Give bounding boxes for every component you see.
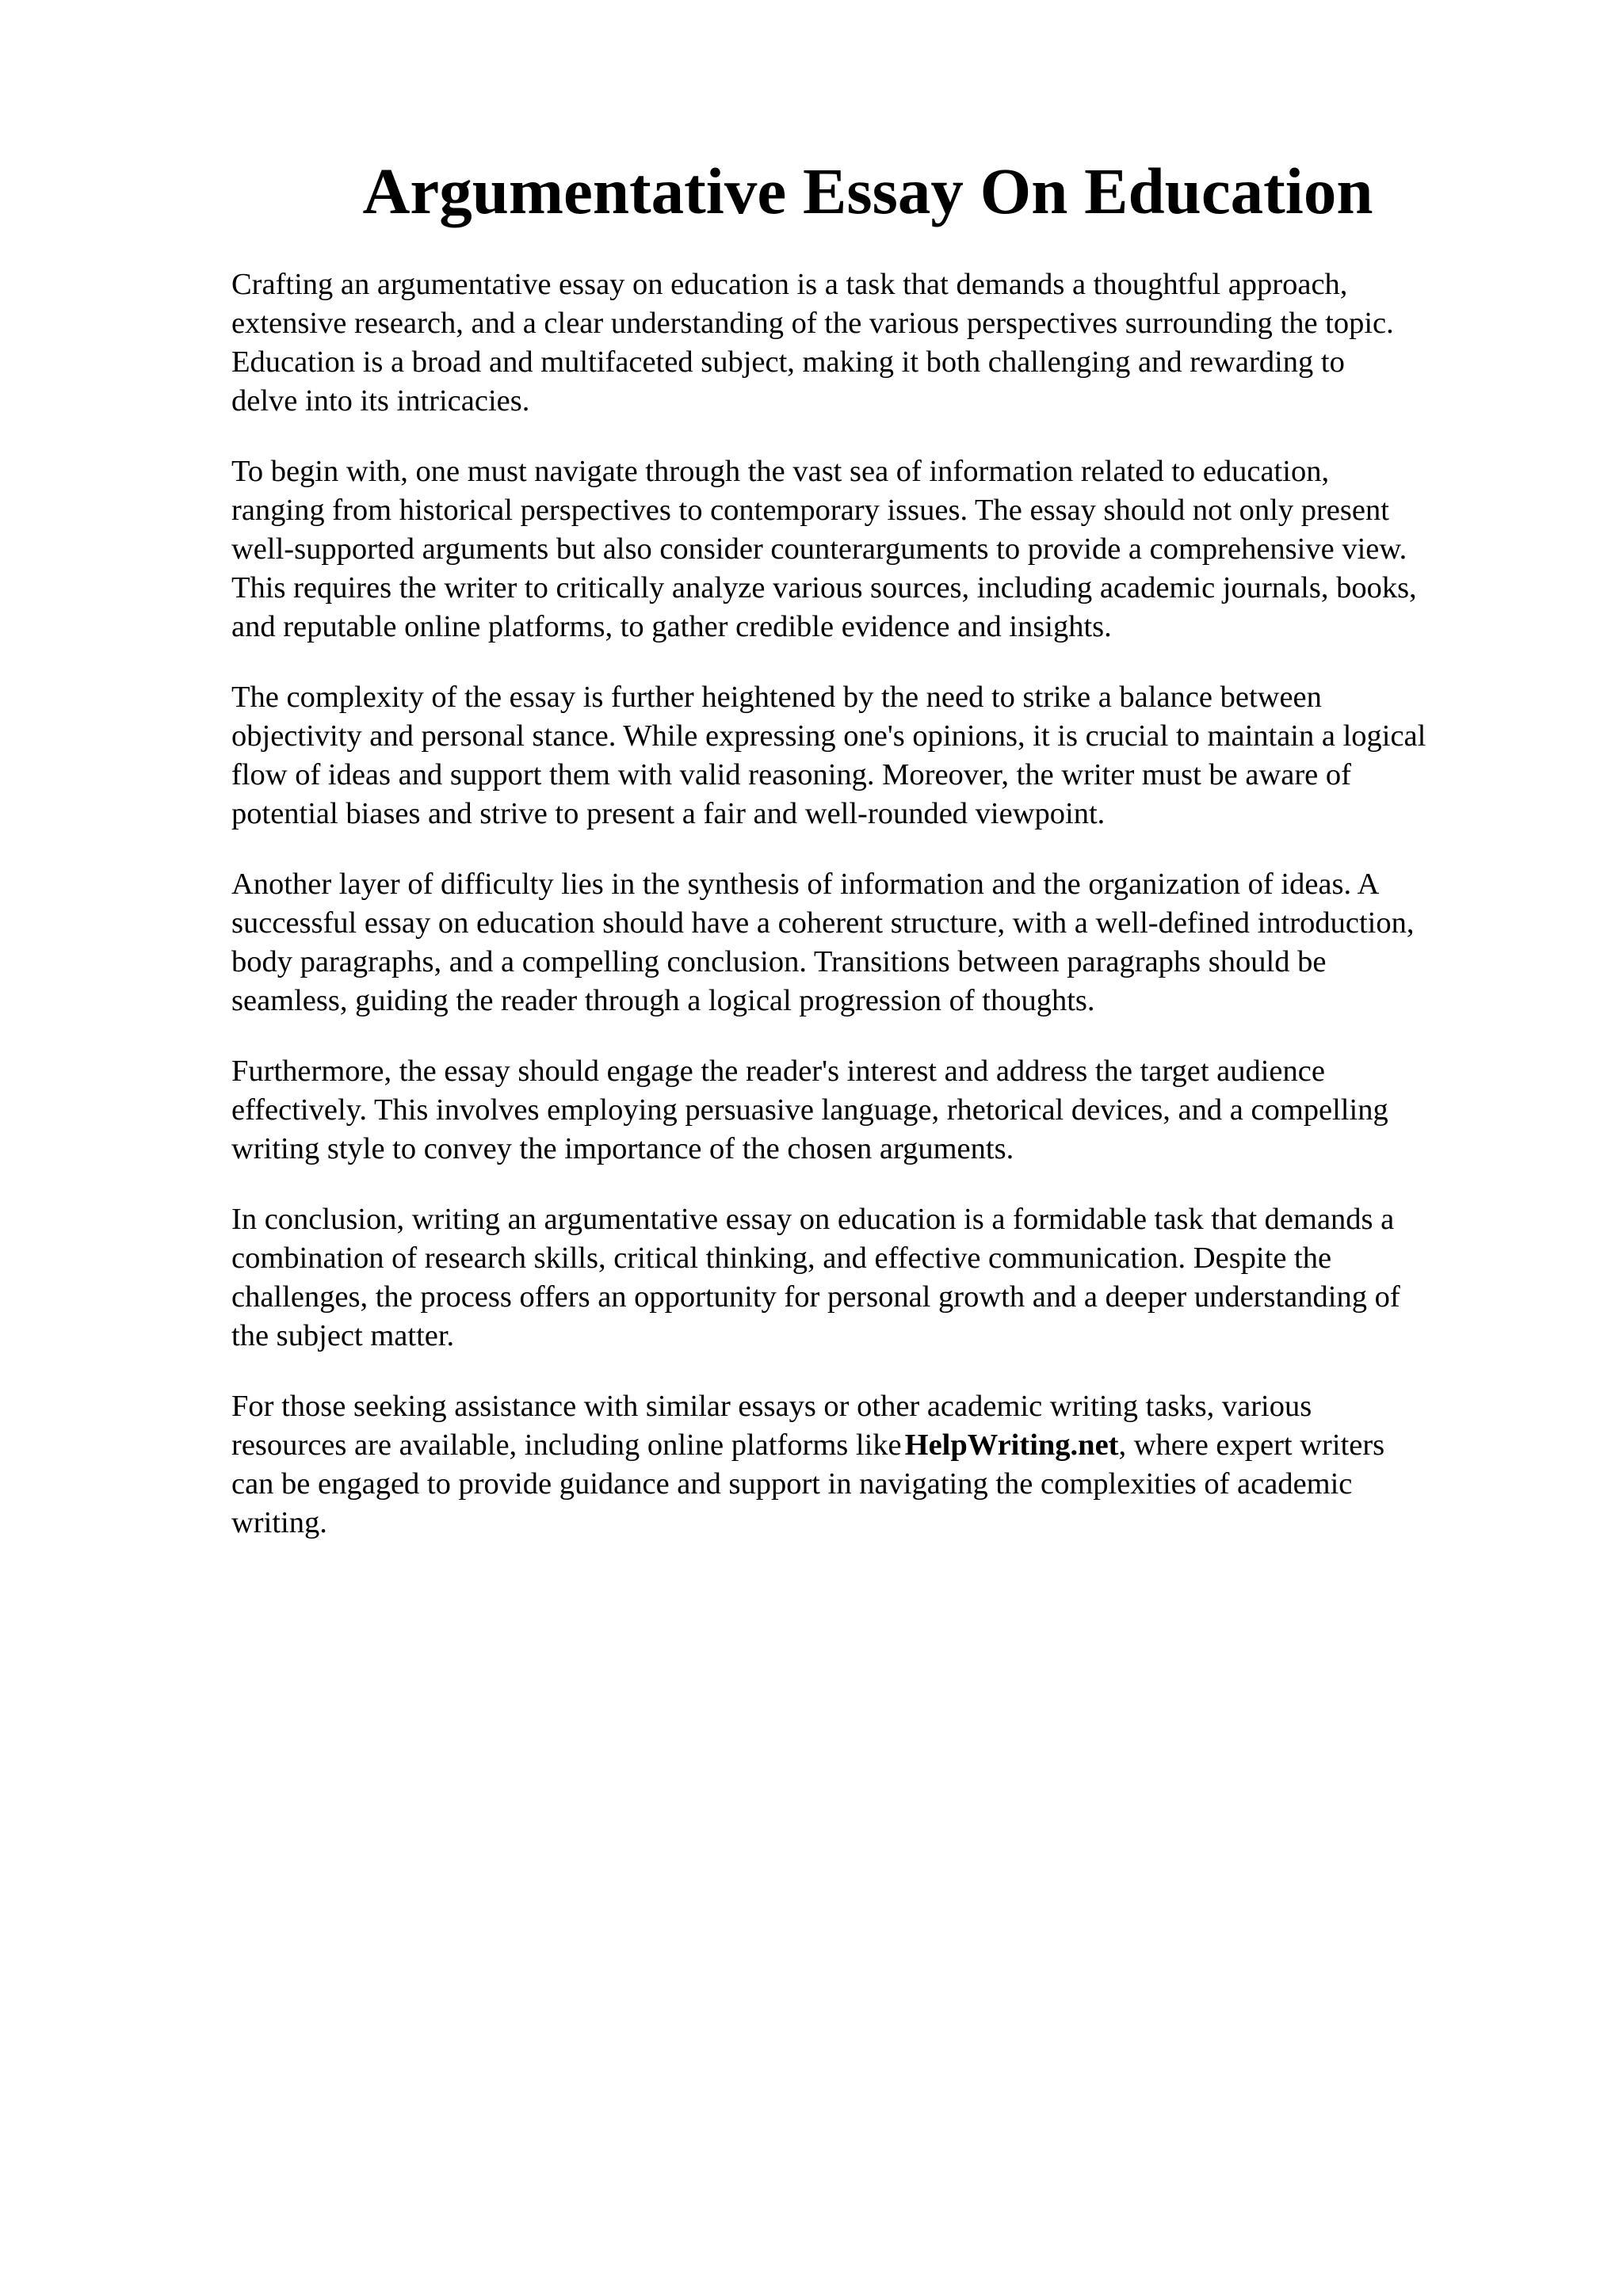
text-line: writing style to convey the importance of the chosen arguments. xyxy=(231,1132,1014,1165)
text-line: potential biases and strive to present a fair and well-rounded viewpoint. xyxy=(231,797,1106,830)
text-line: ranging from historical perspectives to contemporary issues. The essay should not only present xyxy=(231,494,1389,527)
text-line: Furthermore, the essay should engage the reader's interest and address the target audience xyxy=(231,1055,1325,1088)
text-line: Education is a broad and multifaceted subject, making it both challenging and rewarding to xyxy=(231,345,1345,379)
text-line: For those seeking assistance with similar essays or other academic writing tasks, various xyxy=(231,1390,1312,1423)
text-line: The complexity of the essay is further heightened by the need to strike a balance between xyxy=(231,681,1322,714)
text-line: In conclusion, writing an argumentative essay on education is a formidable task that demands a xyxy=(231,1203,1395,1236)
text-line: extensive research, and a clear understanding of the various perspectives surrounding the topic. xyxy=(231,307,1394,340)
text-before-link: resources are available, including online platforms like xyxy=(231,1428,902,1462)
text-line: To begin with, one must navigate through the vast sea of information related to education, xyxy=(231,455,1330,488)
paragraph-1 xyxy=(231,265,1555,421)
text-line: objectivity and personal stance. While expressing one's opinions, it is crucial to maintain a logical xyxy=(231,719,1426,753)
text-line: seamless, guiding the reader through a logical progression of thoughts. xyxy=(231,984,1095,1017)
text-line: combination of research skills, critical thinking, and effective communication. Despite the xyxy=(231,1241,1332,1275)
paragraph-2 xyxy=(231,452,1555,646)
document-title: Argumentative Essay On Education xyxy=(362,154,1373,227)
paragraph-5 xyxy=(231,1052,1555,1169)
paragraph-6 xyxy=(231,1200,1555,1356)
text-line: body paragraphs, and a compelling conclusion. Transitions between paragraphs should be xyxy=(231,945,1327,978)
text-line: well-supported arguments but also consider counterarguments to provide a comprehensive view. xyxy=(231,532,1407,566)
text-line: the subject matter. xyxy=(231,1319,455,1352)
paragraph-4 xyxy=(231,865,1555,1020)
text-line: writing. xyxy=(231,1506,327,1539)
text-line: flow of ideas and support them with valid reasoning. Moreover, the writer must be aware of xyxy=(231,758,1351,791)
text-line: Crafting an argumentative essay on education is a task that demands a thoughtful approach, xyxy=(231,268,1348,301)
text-line: can be engaged to provide guidance and support in navigating the complexities of academic xyxy=(231,1467,1353,1501)
helpwriting-link[interactable]: HelpWriting.net xyxy=(904,1428,1119,1462)
paragraph-7 xyxy=(231,1387,1555,1543)
text-line: successful essay on education should have a coherent structure, with a well-defined introduction, xyxy=(231,906,1415,940)
text-after-link: , where expert writers xyxy=(1118,1428,1385,1462)
document-body xyxy=(231,265,1555,1574)
text-line-with-link xyxy=(231,1426,1555,1465)
paragraph-3 xyxy=(231,678,1555,833)
text-line: and reputable online platforms, to gather credible evidence and insights. xyxy=(231,610,1112,643)
text-line: effectively. This involves employing persuasive language, rhetorical devices, and a compelling xyxy=(231,1093,1388,1127)
text-line: Another layer of difficulty lies in the synthesis of information and the organization of ideas. A xyxy=(231,868,1380,901)
text-line: This requires the writer to critically analyze various sources, including academic journals, books, xyxy=(231,571,1417,605)
text-line: delve into its intricacies. xyxy=(231,384,530,418)
text-line: challenges, the process offers an opportunity for personal growth and a deeper understanding of xyxy=(231,1280,1400,1314)
